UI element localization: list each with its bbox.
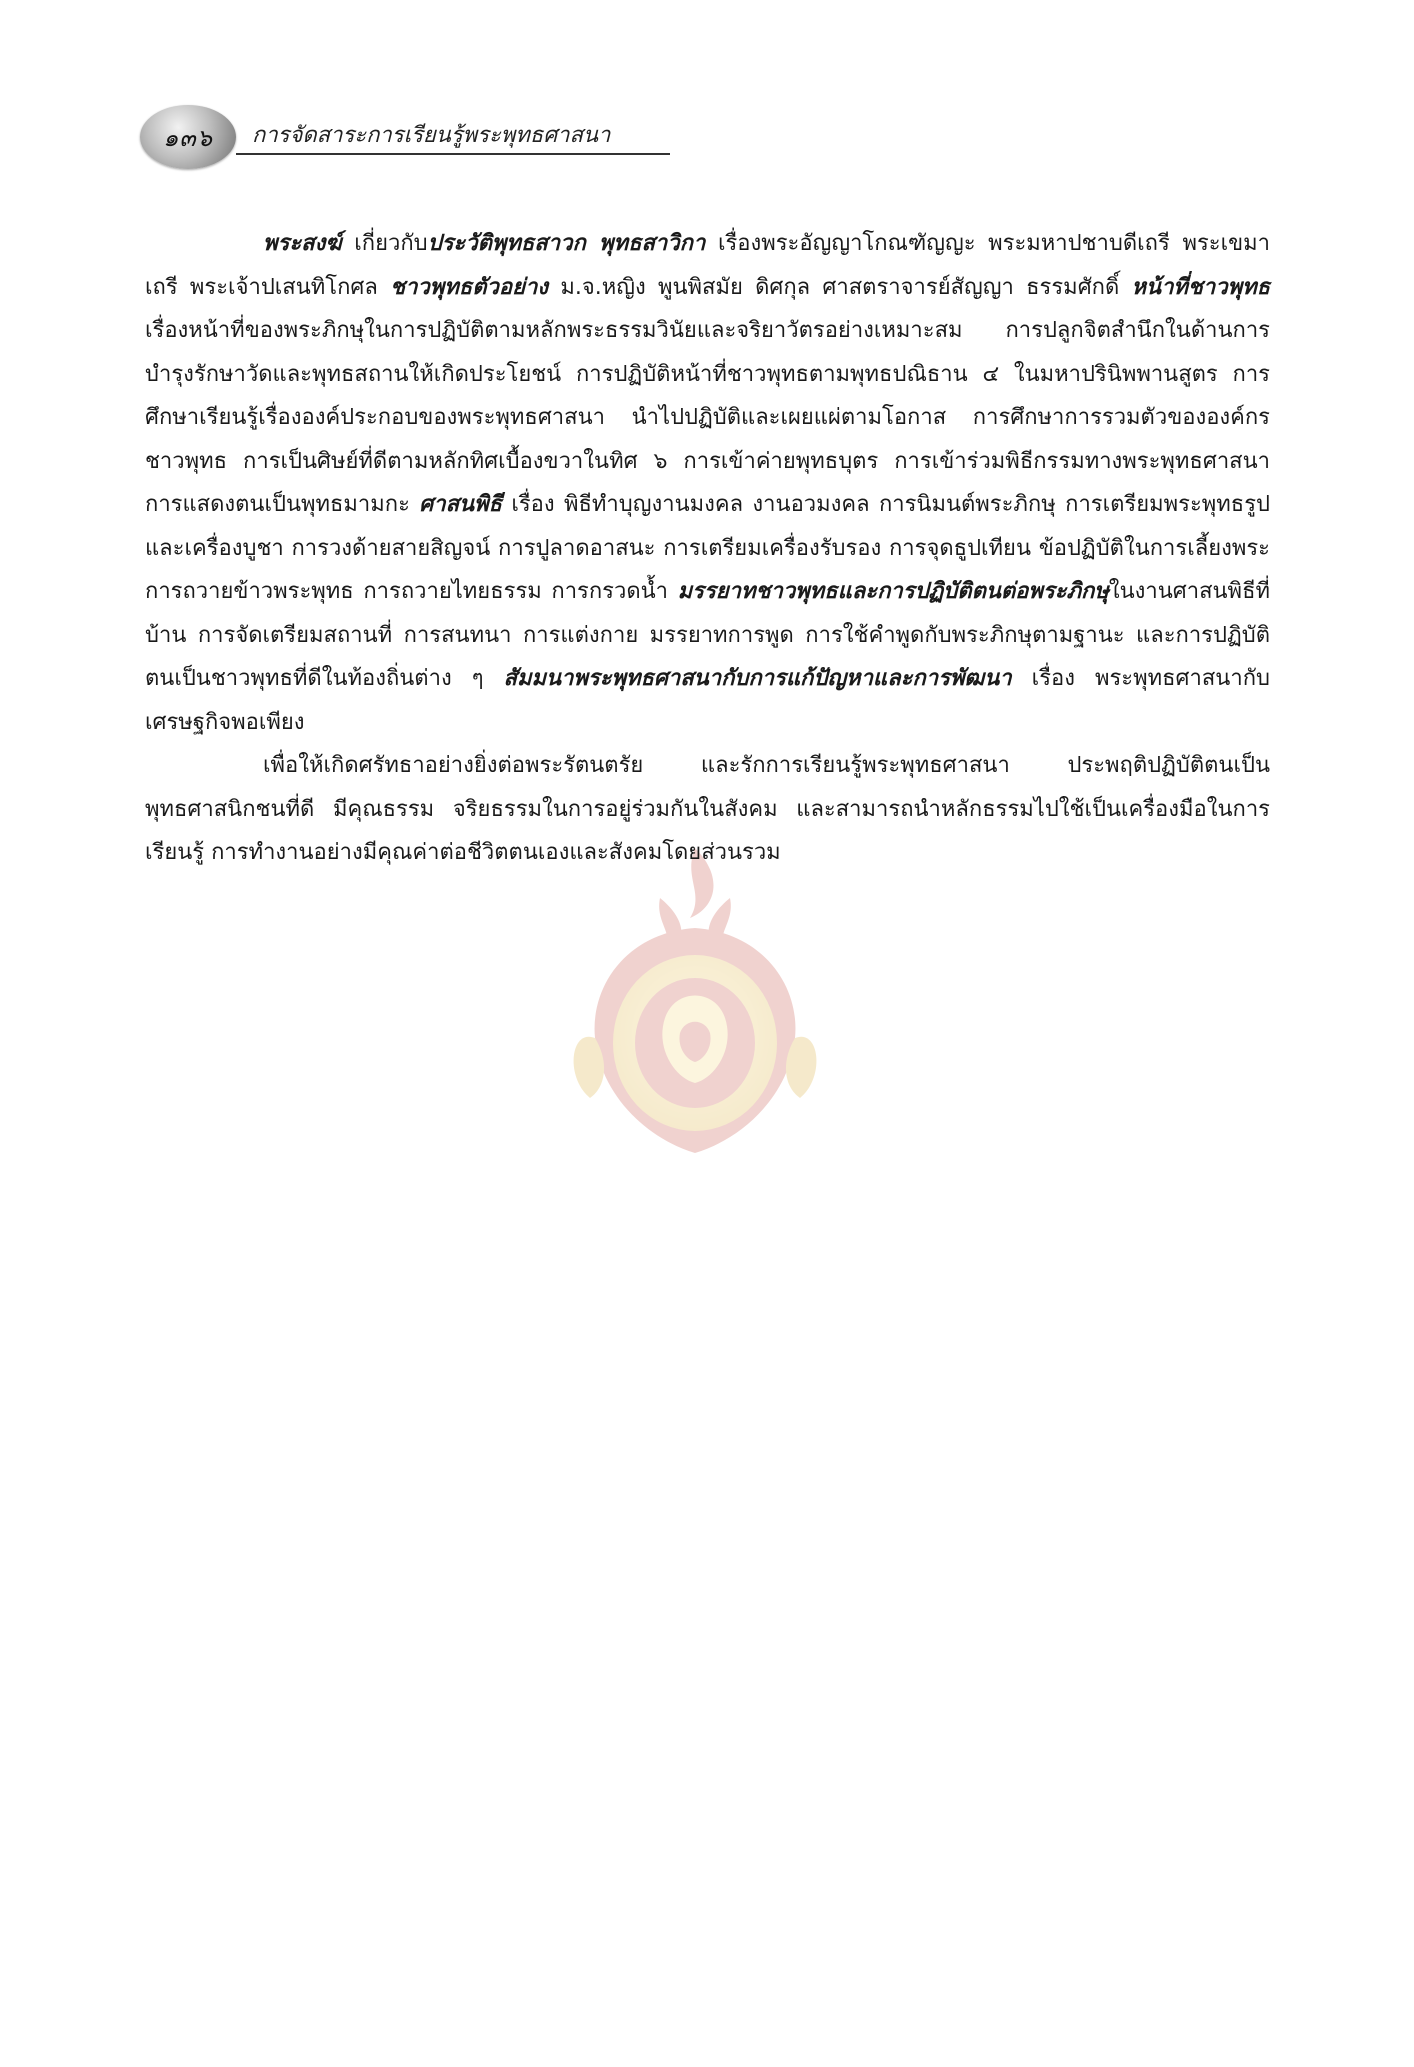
term-disciples-history: ประวัติพุทธสาวก พุทธสาวิกา [427,231,706,256]
term-seminar: สัมมนาพระพุทธศาสนากับการแก้ปัญหาและการพัฒนา [503,666,1012,691]
term-buddhist-duties: หน้าที่ชาวพุทธ [1131,274,1270,300]
term-ceremonies: ศาสนพิธี [419,492,502,517]
page-header [140,105,670,169]
text-segment: เรื่องพระอัญญาโกณฑัญญะ พระมหาปชาบดีเถรี พระเขมาเถรี พระเจ้าปเสนทิโกศล [145,231,1270,300]
page-number-badge [140,105,236,169]
text-segment: เรื่องหน้าที่ของพระภิกษุในการปฏิบัติตามหลักพระธรรมวินัยและจริยาวัตรอย่างเหมาะสม การปลูกจิตสำนึกในด้านการบำรุงรักษาวัดและพุทธสถานให้เกิดประโยชน์ การปฏิบัติหน้าที่ชาวพุทธตามพุทธปณิธาน ๔ ในมหาปรินิพพานสูตร การศึกษาเรียนรู้เรื่ององค์ประกอบของพระพุทธศาสนา นำไปปฏิบัติและเผยแผ่ตามโอกาส การศึกษาการรวมตัวขององค์กรชาวพุทธ การเป็นศิษย์ที่ดีตามหลักทิศเบื้องขวาในทิศ ๖ การเข้าค่ายพุทธบุตร การเข้าร่วมพิธีกรรมทางพระพุทธศาสนา การแสดงตนเป็นพุทธมามกะ [145,318,1270,517]
term-buddhist-etiquette: มรรยาทชาวพุทธและการปฏิบัติตนต่อพระภิกษุ [677,579,1109,604]
paragraph-curriculum-topics [145,222,1270,744]
text-segment: เรื่อง พิธีทำบุญงานมงคล งานอวมงคล การนิมนต์พระภิกษุ การเตรียมพระพุทธรูปและเครื่องบูชา การวงด้ายสายสิญจน์ การปูลาดอาสนะ การเตรียมเครื่องรับรอง การจุดธูปเทียน ข้อปฏิบัติในการเลี้ยงพระ การถวายข้าวพระพุทธ การถวายไทยธรรม การกรวดน้ำ [145,492,1270,604]
text-segment: เกี่ยวกับ [341,231,428,256]
page-number: ๑๓๖ [163,123,213,152]
text-segment: ในงานศาสนพิธีที่บ้าน การจัดเตรียมสถานที่ การสนทนา การแต่งกาย มรรยาทการพูด การใช้คำพูดกับพระภิกษุตามฐานะ และการปฏิบัติตนเป็นชาวพุทธที่ดีในท้องถิ่นต่าง ๆ [145,579,1270,691]
term-sangha: พระสงฆ์ [263,231,342,256]
text-segment: เรื่อง พระพุทธศาสนากับเศรษฐกิจพอเพียง [145,666,1270,735]
body-text [145,222,1270,875]
running-title: การจัดสาระการเรียนรู้พระพุทธศาสนา [252,123,611,148]
text-segment: ม.จ.หญิง พูนพิสมัย ดิศกุล ศาสตราจารย์สัญญา ธรรมศักดิ์ [548,274,1132,300]
term-model-buddhists: ชาวพุทธตัวอย่าง [390,274,549,300]
government-seal-watermark-icon [565,838,825,1168]
header-divider [236,153,670,155]
paragraph-objectives: เพื่อให้เกิดศรัทธาอย่างยิ่งต่อพระรัตนตรัย และรักการเรียนรู้พระพุทธศาสนา ประพฤติปฏิบัติตนเป็นพุทธศาสนิกชนที่ดี มีคุณธรรม จริยธรรมในการอยู่ร่วมกันในสังคม และสามารถนำหลักธรรมไปใช้เป็นเครื่องมือในการเรียนรู้ การทำงานอย่างมีคุณค่าต่อชีวิตตนเองและสังคมโดยส่วนรวม [145,753,1270,865]
